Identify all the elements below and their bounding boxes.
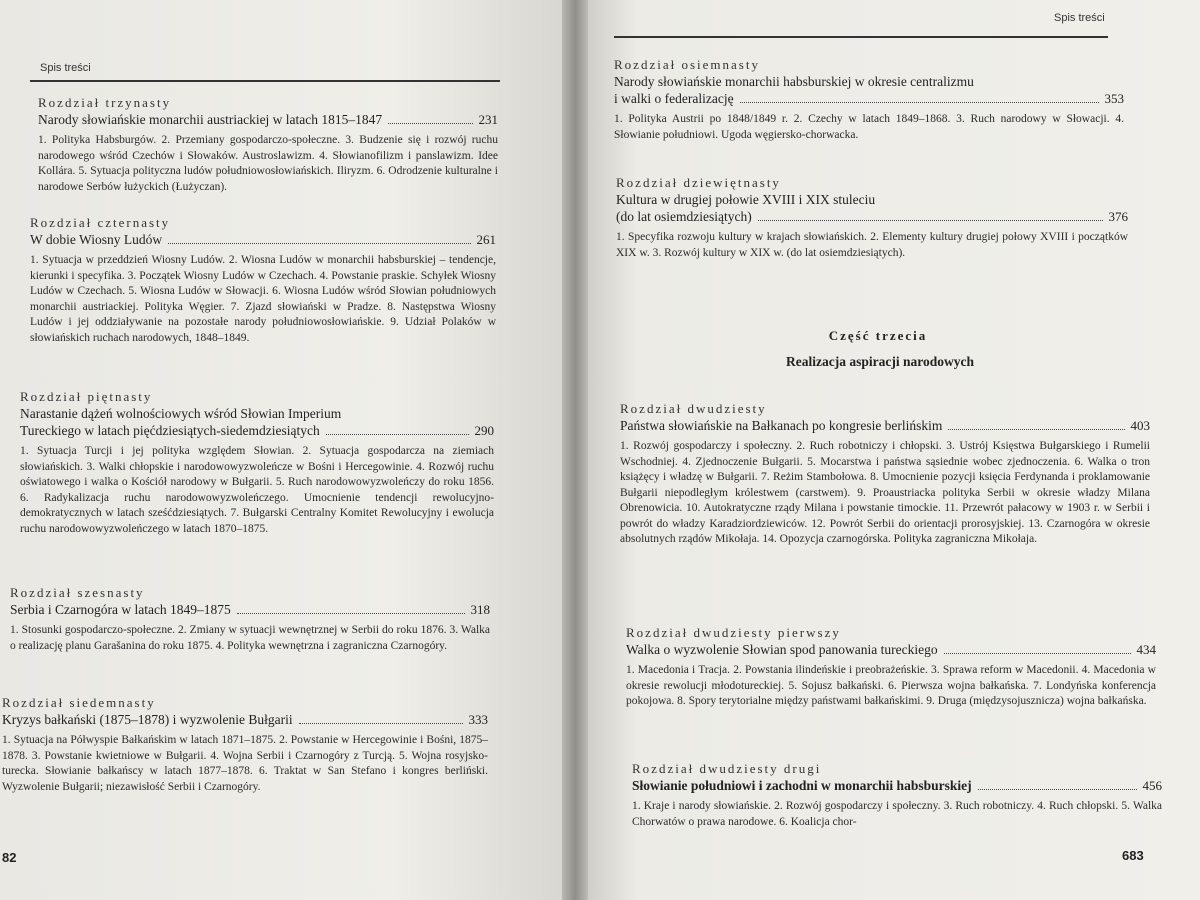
chapter-description: 1. Sytuacja na Półwyspie Bałkańskim w latach 1871–1875. 2. Powstanie w Hercegowinie i Bośni, 1875–1878. 3. Powstanie kwietniowe w Bułgarii. 4. Wojna Serbii i Czarnogóry z Turcją. 5. Wojna rosyjsko-turecka. Słowianie bałkańscy w latach 1877–1878. 6. Traktat w San Stefano i kongres berliński. Wyzwolenie Bułgarii; niezawisłość Serbii i Czarnogóry. <box>2 734 488 793</box>
chapter-title-row <box>38 111 498 128</box>
page-number: 353 <box>1104 91 1124 106</box>
dot-leader <box>948 429 1124 430</box>
chapter-description: 1. Kraje i narody słowiańskie. 2. Rozwój gospodarczy i społeczny. 3. Ruch robotniczy. 4. Ruch chłopski. 5. Walka Chorwatów o prawa narodowe. 6. Koalicja chor- <box>632 800 1162 828</box>
left-page <box>0 0 562 900</box>
page-number: 403 <box>1130 418 1150 433</box>
chapter-label: Rozdział szesnasty <box>10 585 145 600</box>
dot-leader <box>944 653 1131 654</box>
chapter-description: 1. Specyfika rozwoju kultury w krajach słowiańskich. 2. Elementy kultury drugiej połowy XVIII i początków XIX w. 3. Rozwój kultury w XIX w. (do lat osiemdziesiątych). <box>616 231 1128 259</box>
chapter-title-row <box>20 422 494 439</box>
page-folio-left: 82 <box>2 850 17 865</box>
book-gutter <box>562 0 588 900</box>
page-number: 318 <box>470 602 490 617</box>
dot-leader <box>388 123 472 124</box>
chapter-title-row <box>2 711 488 728</box>
chapter-label: Rozdział dwudziesty pierwszy <box>626 625 841 640</box>
chapter-label: Rozdział czternasty <box>30 215 171 230</box>
dot-leader <box>299 723 463 724</box>
page-number: 261 <box>476 232 496 247</box>
dot-leader <box>326 434 469 435</box>
chapter-label: Rozdział dwudziesty drugi <box>632 761 822 776</box>
header-rule-left <box>30 80 500 82</box>
chapter-title: (do lat osiemdziesiątych) <box>616 209 752 224</box>
chapter-title-row <box>614 90 1124 107</box>
toc-entry-16 <box>10 584 490 654</box>
chapter-title: Państwa słowiańskie na Bałkanach po kongresie berlińskim <box>620 418 943 433</box>
chapter-description: 1. Rozwój gospodarczy i społeczny. 2. Ruch robotniczy i chłopski. 3. Ustrój Księstwa Bułgarskiego i Rumelii Wschodniej. 4. Zjednoczenie Bułgarii. 5. Mocarstwa i państwa sąsiednie wobec zjednoczenia. 6. Walka o tron książęcy i władzę w Bułgarii. 7. Reżim Stambołowa. 8. Umocnienie pozycji księcia Ferdynanda i proklamowanie Bułgarii niepodległym królestwem (carstwem). 9. Proaustriacka polityka Serbii w okresie władzy Milana Obrenowicia. 10. Autokratyczne rządy Milana i powstanie timockie. 11. Przewrót pałacowy w 1903 r. w Serbii i powrót do władzy Karadziordziewiców. 12. Powrót Serbii do orientacji prorosyjskiej. 13. Czarnogóra w okresie absolutnych rządów Mikołaja. 14. Opozycja czarnogórska. Polityka zagraniczna Mikołaja. <box>620 440 1150 545</box>
dot-leader <box>168 243 470 244</box>
part-label: Część trzecia <box>828 328 928 343</box>
chapter-title: Tureckiego w latach pięćdziesiątych-siedemdziesiątych <box>20 423 320 438</box>
part-title: Realizacja aspiracji narodowych <box>786 354 974 369</box>
toc-entry-17 <box>2 694 488 795</box>
chapter-title-row <box>620 417 1150 434</box>
right-page <box>588 0 1200 900</box>
running-head-right: Spis treści <box>1054 12 1105 24</box>
chapter-description: 1. Polityka Austrii po 1848/1849 r. 2. Czechy w latach 1849–1868. 3. Ruch narodowy w Słowacji. 4. Słowianie południowi. Ugoda węgiersko-chorwacka. <box>614 113 1124 141</box>
toc-entry-13 <box>38 94 498 195</box>
dot-leader <box>237 613 465 614</box>
chapter-title: Narody słowiańskie monarchii austriackiej w latach 1815–1847 <box>38 112 383 127</box>
toc-entry-19 <box>616 174 1128 261</box>
toc-entry-22 <box>632 760 1162 830</box>
chapter-title: Serbia i Czarnogóra w latach 1849–1875 <box>10 602 231 617</box>
chapter-title-row <box>626 641 1156 658</box>
chapter-title: Kryzys bałkański (1875–1878) i wyzwolenie Bułgarii <box>2 712 293 727</box>
chapter-label: Rozdział osiemnasty <box>614 57 760 72</box>
page-number: 456 <box>1142 778 1162 793</box>
dot-leader <box>758 220 1103 221</box>
toc-entry-18 <box>614 56 1124 143</box>
toc-entry-21 <box>626 624 1156 710</box>
page-number: 434 <box>1136 642 1156 657</box>
chapter-description: 1. Sytuacja Turcji i jej polityka względem Słowian. 2. Sytuacja gospodarcza na ziemiach słowiańskich. 3. Walki chłopskie i narodowowyzwoleńcze w Bośni i Hercegowinie. 4. Rozwój ruchu oświatowego i walka o Kościół narodowy w Bułgarii. 5. Ruch narodowowyzwoleńczy do roku 1856. 6. Radykalizacja ruchu narodowowyzwoleńczego. Umocnienie tendencji rewolucyjno-demokratycznych w latach sześćdziesiątych. 7. Bułgarski Centralny Komitet Rewolucyjny i ewolucja ruchu narodowowyzwoleńczego w latach 1870–1875. <box>20 445 494 535</box>
chapter-label: Rozdział dziewiętnasty <box>616 175 781 190</box>
chapter-description: 1. Stosunki gospodarczo-społeczne. 2. Zmiany w sytuacji wewnętrznej w Serbii do roku 1876. 3. Walka o realizację planu Garašanina do roku 1875. 4. Polityka wewnętrzna i zagraniczna Czarnogóry. <box>10 624 490 652</box>
chapter-label: Rozdział dwudziesty <box>620 401 767 416</box>
chapter-title-row <box>10 601 490 618</box>
page-number: 231 <box>478 112 498 127</box>
chapter-title-row <box>616 208 1128 225</box>
chapter-title: i walki o federalizację <box>614 91 734 106</box>
chapter-title-line1: Kultura w drugiej połowie XVIII i XIX stuleciu <box>616 192 876 207</box>
chapter-description: 1. Macedonia i Tracja. 2. Powstania ilindeńskie i preobrażeńskie. 3. Sprawa reform w Macedonii. 4. Macedonia w okresie rewolucji młodotureckiej. 5. Sojusz bałkański. 6. Pierwsza wojna bałkańska. 7. Londyńska konferencja pokojowa. 8. Spory terytorialne między państwami bałkańskimi. 9. Druga (międzysojusznicza) wojna bałkańska. <box>626 664 1156 707</box>
dot-leader <box>740 102 1099 103</box>
page-number: 376 <box>1108 209 1128 224</box>
chapter-title-row <box>30 231 496 248</box>
page-folio-right: 683 <box>1122 848 1144 863</box>
header-rule-right <box>614 36 1108 38</box>
chapter-title-line1: Narastanie dążeń wolnościowych wśród Słowian Imperium <box>20 406 342 421</box>
chapter-title: W dobie Wiosny Ludów <box>30 232 163 247</box>
chapter-label: Rozdział piętnasty <box>20 389 153 404</box>
chapter-title: Walka o wyzwolenie Słowian spod panowania tureckiego <box>626 642 938 657</box>
toc-entry-20 <box>620 400 1150 548</box>
chapter-title-line1: Narody słowiańskie monarchii habsburskiej w okresie centralizmu <box>614 74 974 89</box>
running-head-left: Spis treści <box>40 62 91 74</box>
chapter-label: Rozdział trzynasty <box>38 95 172 110</box>
chapter-description: 1. Polityka Habsburgów. 2. Przemiany gospodarczo-społeczne. 3. Budzenie się i rozwój ruchu narodowego wśród Czechów i Słowaków. Austroslawizm. 4. Słowianofilizm i panslawizm. Idee Kollára. 5. Sytuacja polityczna ludów południowosłowiańskich. Iliryzm. 6. Odrodzenie kulturalne i narodowe Serbów łużyckich (Łużyczan). <box>38 134 498 193</box>
page-number: 333 <box>468 712 488 727</box>
chapter-label: Rozdział siedemnasty <box>2 695 156 710</box>
chapter-title: Słowianie południowi i zachodni w monarchii habsburskiej <box>632 778 972 793</box>
toc-entry-14 <box>30 214 496 346</box>
chapter-description: 1. Sytuacja w przeddzień Wiosny Ludów. 2. Wiosna Ludów w monarchii habsburskiej – tendencje, kierunki i specyfika. 3. Początek Wiosny Ludów w Czechach. 4. Powstanie praskie. Schyłek Wiosny Ludów w Czechach. 5. Wiosna Ludów w Słowacji. 6. Wiosna Ludów wśród Słowian południowych monarchii austriackiej. Polityka Węgier. 7. Zjazd słowiański w Pradze. 8. Następstwa Wiosny Ludów i jej oddziaływanie na pozostałe narody południowosłowiańskie. 9. Udział Polaków w słowiańskich ruchach narodowych, 1848–1849. <box>30 254 496 344</box>
dot-leader <box>978 789 1137 790</box>
page-number: 290 <box>474 423 494 438</box>
chapter-title-row <box>632 777 1162 794</box>
toc-entry-15 <box>20 388 494 537</box>
